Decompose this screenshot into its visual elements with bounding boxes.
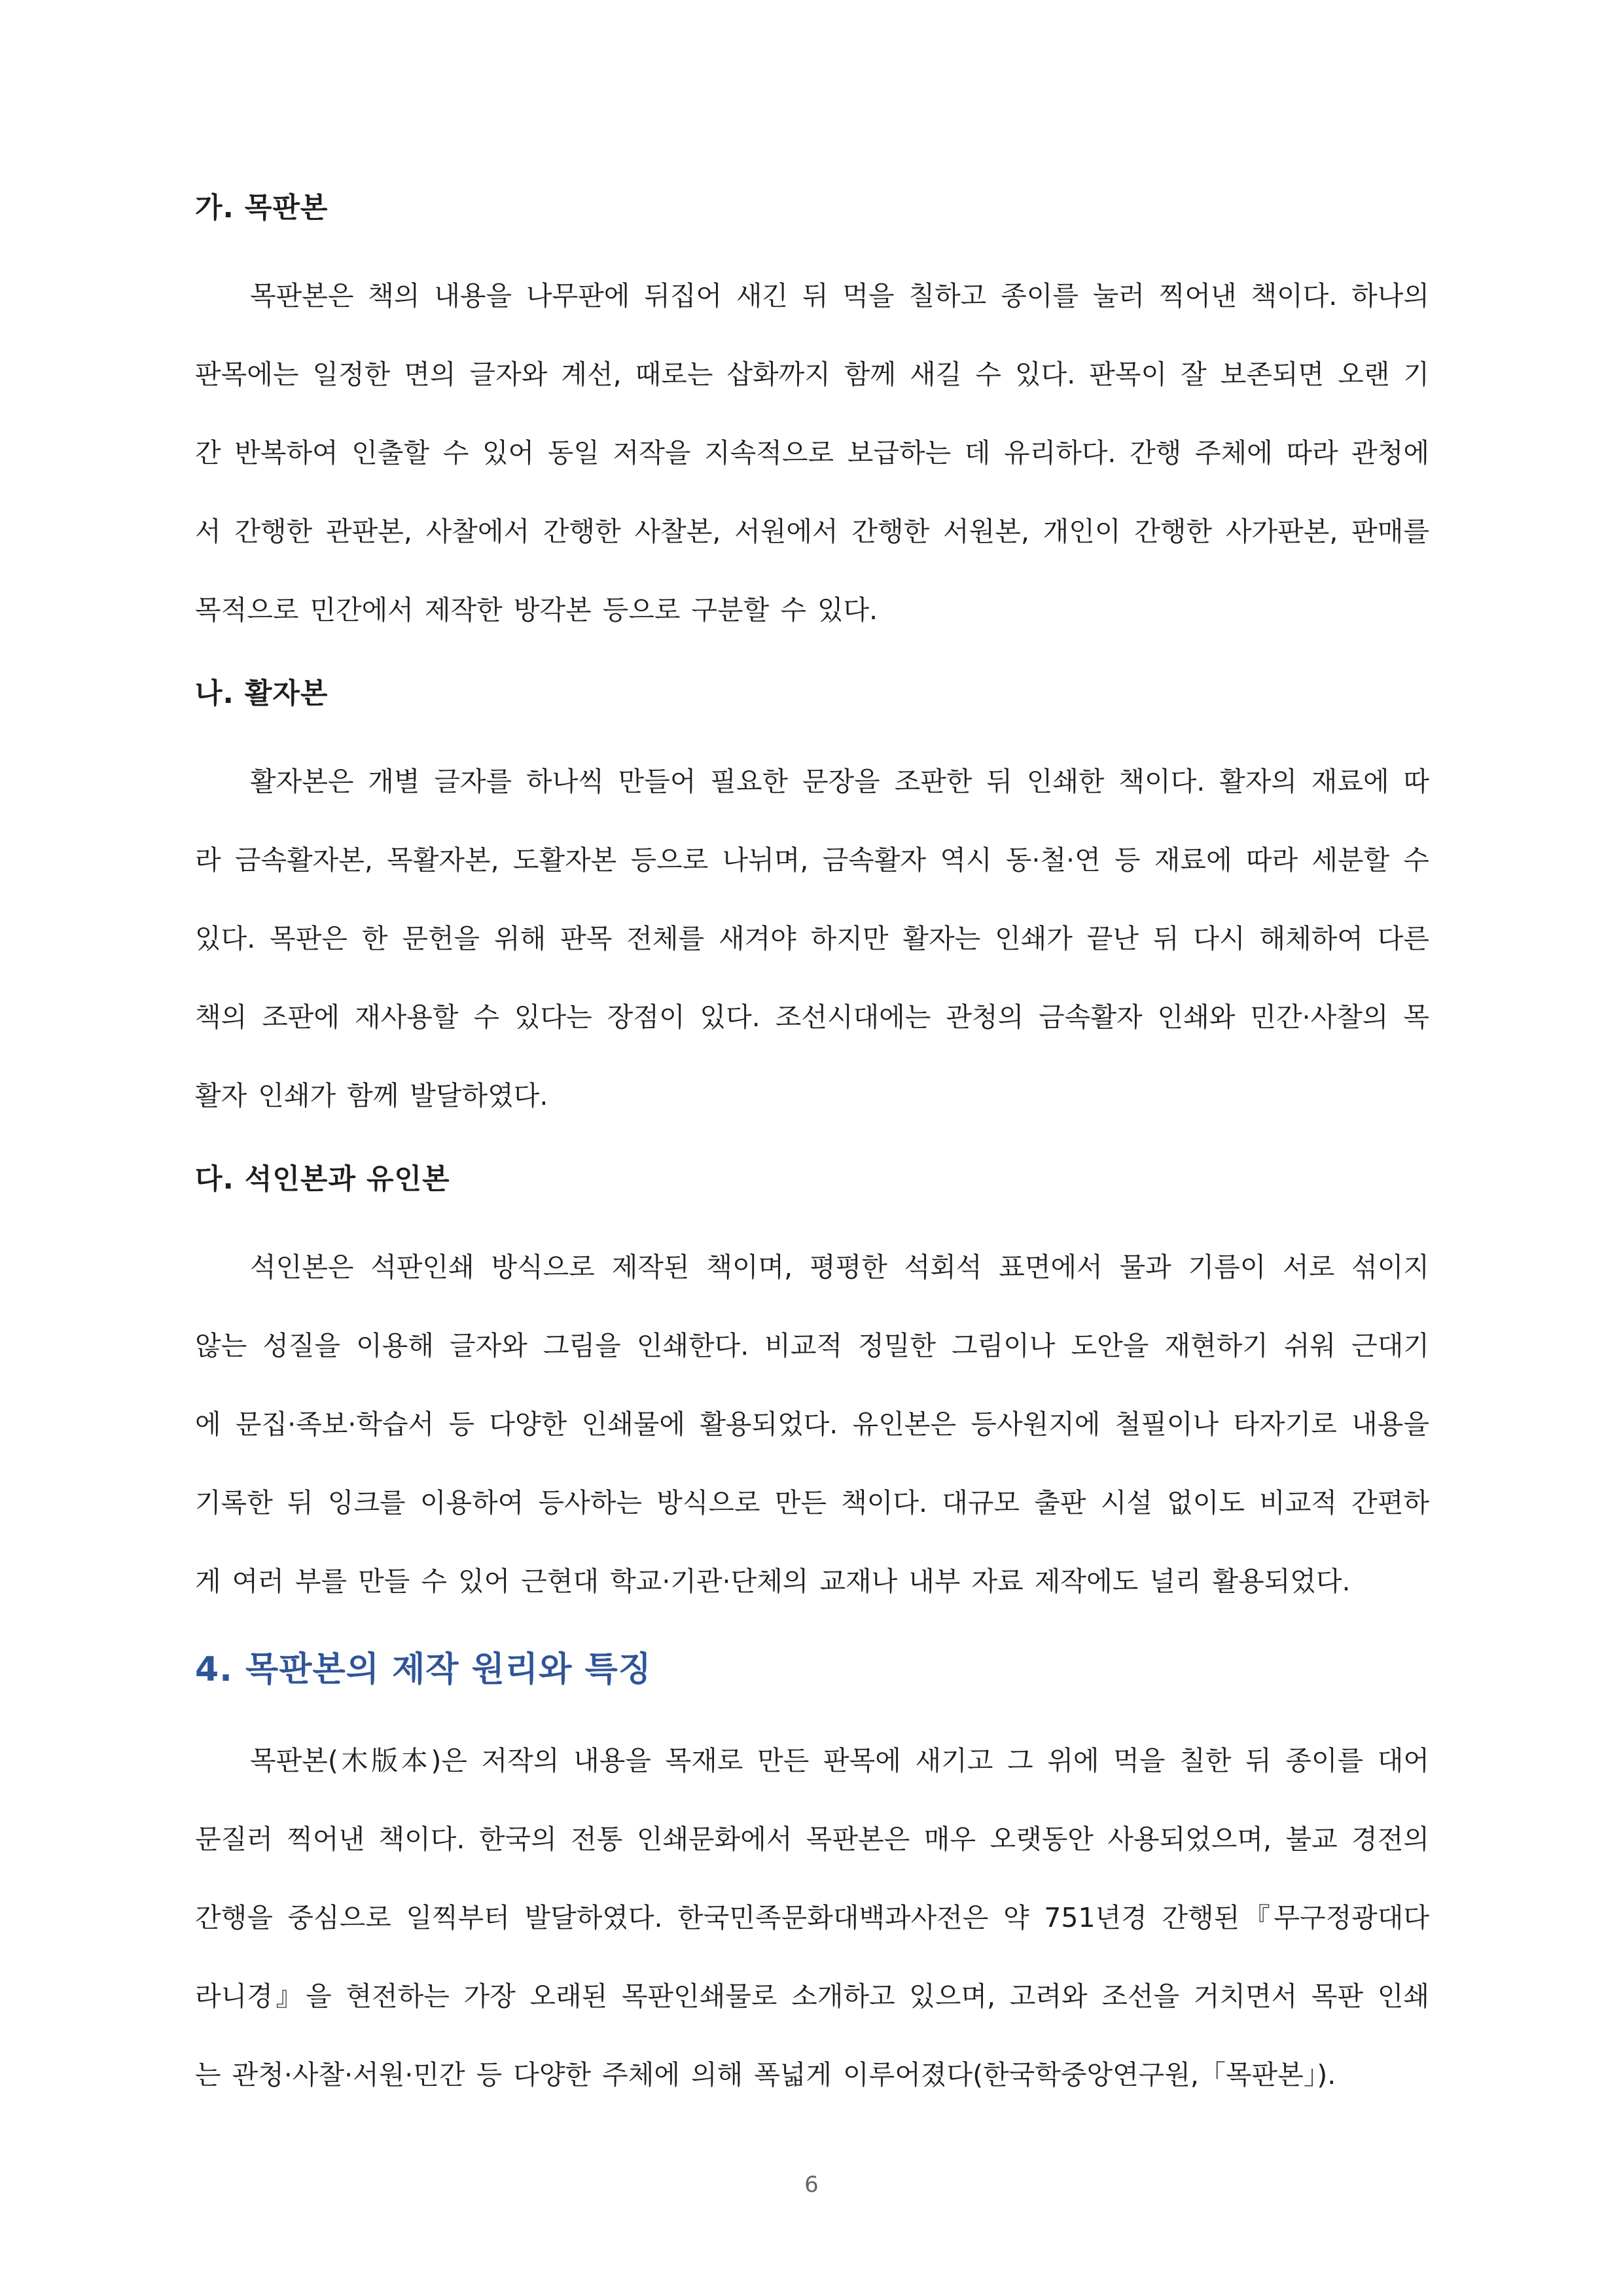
paragraph-line: 라 금속활자본, 목활자본, 도활자본 등으로 나뉘며, 금속활자 역시 동·철·연 등 재료에 따라 세분할 수: [195, 844, 1429, 876]
chapter-heading: 4. 목판본의 제작 원리와 특징: [195, 1650, 652, 1689]
paragraph-line: 기록한 뒤 잉크를 이용하여 등사하는 방식으로 만든 책이다. 대규모 출판 시설 없이도 비교적 간편하: [195, 1487, 1429, 1518]
paragraph-da: [195, 1228, 1429, 1621]
paragraph-line: 있다. 목판은 한 문헌을 위해 판목 전체를 새겨야 하지만 활자는 인쇄가 끝난 뒤 다시 해체하여 다른: [195, 923, 1429, 954]
subsection-heading-da: 다. 석인본과 유인본: [195, 1163, 450, 1196]
paragraph-na: [195, 742, 1429, 1135]
paragraph-line: 는 관청·사찰·서원·민간 등 다양한 주체에 의해 폭넓게 이루어졌다(한국학중앙연구원,「목판본」).: [195, 2059, 1336, 2090]
paragraph-line: 책의 조판에 재사용할 수 있다는 장점이 있다. 조선시대에는 관청의 금속활자 인쇄와 민간·사찰의 목: [195, 1001, 1429, 1033]
document-body: [195, 175, 1429, 2114]
paragraph-line: 게 여러 부를 만들 수 있어 근현대 학교·기관·단체의 교재나 내부 자료 제작에도 널리 활용되었다.: [195, 1566, 1351, 1597]
paragraph-line: 목판본은 책의 내용을 나무판에 뒤집어 새긴 뒤 먹을 칠하고 종이를 눌러 찍어낸 책이다. 하나의: [250, 280, 1429, 312]
paragraph-line: 문질러 찍어낸 책이다. 한국의 전통 인쇄문화에서 목판본은 매우 오랫동안 사용되었으며, 불교 경전의: [195, 1823, 1429, 1855]
paragraph-line: 목판본(木版本)은 저작의 내용을 목재로 만든 판목에 새기고 그 위에 먹을 칠한 뒤 종이를 대어: [250, 1745, 1429, 1776]
subsection-heading-ga: 가. 목판본: [195, 192, 329, 224]
paragraph-line: 에 문집·족보·학습서 등 다양한 인쇄물에 활용되었다. 유인본은 등사원지에 철필이나 타자기로 내용을: [195, 1408, 1429, 1440]
paragraph-line: 목적으로 민간에서 제작한 방각본 등으로 구분할 수 있다.: [195, 594, 878, 626]
paragraph-ga: [195, 257, 1429, 649]
paragraph-line: 활자본은 개별 글자를 하나씩 만들어 필요한 문장을 조판한 뒤 인쇄한 책이다. 활자의 재료에 따: [250, 766, 1429, 797]
paragraph-line: 석인본은 석판인쇄 방식으로 제작된 책이며, 평평한 석회석 표면에서 물과 기름이 서로 섞이지: [250, 1251, 1429, 1283]
paragraph-chapter-4: [195, 1721, 1429, 2114]
paragraph-line: 서 간행한 관판본, 사찰에서 간행한 사찰본, 서원에서 간행한 서원본, 개인이 간행한 사가판본, 판매를: [195, 516, 1429, 547]
paragraph-line: 간 반복하여 인출할 수 있어 동일 저작을 지속적으로 보급하는 데 유리하다. 간행 주체에 따라 관청에: [195, 437, 1429, 469]
paragraph-line: 간행을 중심으로 일찍부터 발달하였다. 한국민족문화대백과사전은 약 751년경 간행된『무구정광대다: [195, 1902, 1429, 1933]
paragraph-line: 않는 성질을 이용해 글자와 그림을 인쇄한다. 비교적 정밀한 그림이나 도안을 재현하기 쉬워 근대기: [195, 1330, 1429, 1361]
subsection-heading-na: 나. 활자본: [195, 677, 329, 710]
paragraph-line: 라니경』을 현전하는 가장 오래된 목판인쇄물로 소개하고 있으며, 고려와 조선을 거치면서 목판 인쇄: [195, 1981, 1429, 2012]
page-number: 6: [804, 2172, 819, 2198]
paragraph-line: 활자 인쇄가 함께 발달하였다.: [195, 1080, 548, 1111]
paragraph-line: 판목에는 일정한 면의 글자와 계선, 때로는 삽화까지 함께 새길 수 있다. 판목이 잘 보존되면 오랜 기: [195, 359, 1429, 390]
